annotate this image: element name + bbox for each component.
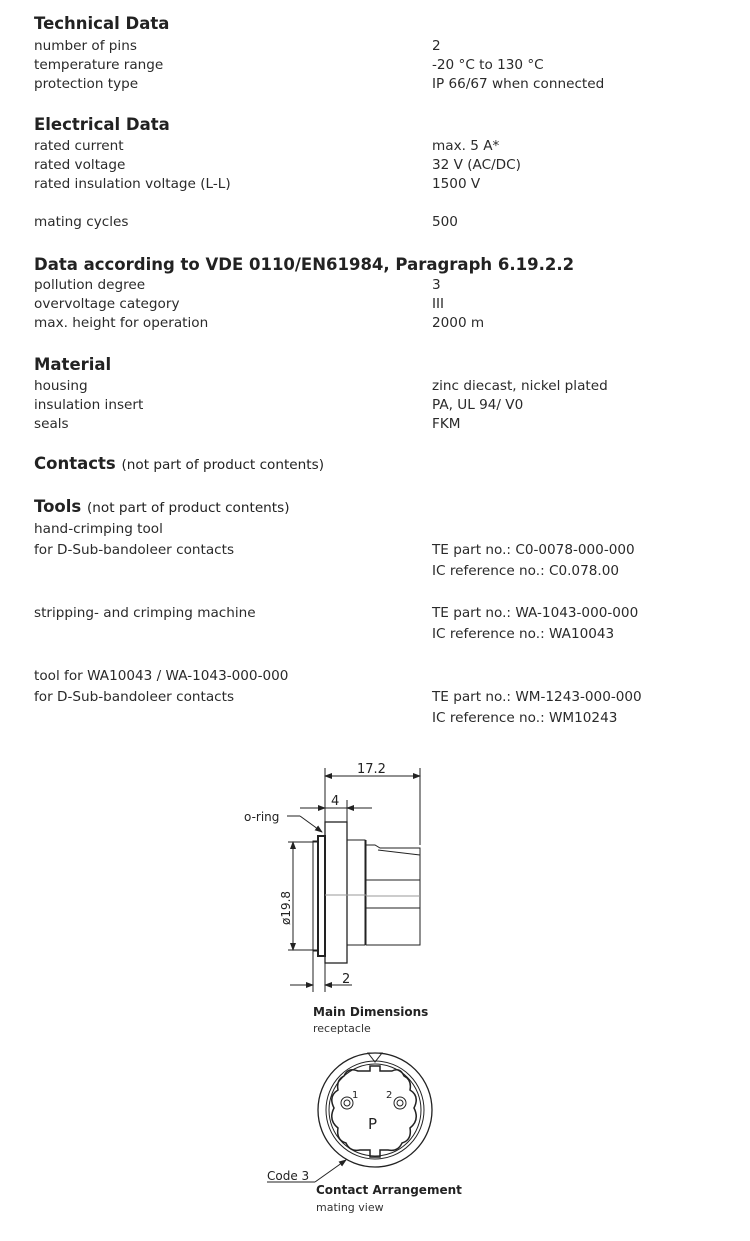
contacts-note: (not part of product contents) [121,457,324,473]
spec-label: mating cycles [34,214,129,230]
main-dimensions-subcaption: receptacle [313,1022,371,1035]
tool-description: hand-crimping tool [34,521,163,537]
technical-data-heading: Technical Data [34,14,170,33]
spec-value: -20 °C to 130 °C [432,57,544,73]
tool-ic-reference: IC reference no.: C0.078.00 [432,563,619,579]
spec-value: FKM [432,416,461,432]
code-label: Code 3 [267,1169,310,1183]
spec-value: max. 5 A* [432,138,500,154]
electrical-data-heading: Electrical Data [34,115,170,134]
spec-label: temperature range [34,57,164,73]
spec-value: III [432,296,445,312]
spec-label: seals [34,416,69,432]
tool-description: tool for WA10043 / WA-1043-000-000 [34,668,289,684]
spec-label: rated current [34,138,124,154]
tool-te-part: TE part no.: WM-1243-000-000 [432,689,642,705]
contact-arrangement-subcaption: mating view [316,1201,384,1214]
length-dimension: 17.2 [357,762,386,777]
spec-label: number of pins [34,38,137,54]
diameter-dimension: ø19.8 [279,890,293,925]
spec-label: max. height for operation [34,315,209,331]
pin-1-label: 1 [352,1090,359,1101]
flange-dimension: 4 [331,794,340,809]
tool-ic-reference: IC reference no.: WM10243 [432,710,618,726]
pin-2-label: 2 [386,1090,393,1101]
tool-description: for D-Sub-bandoleer contacts [34,542,235,558]
spec-value: 2000 m [432,315,485,331]
spec-value: zinc diecast, nickel plated [432,378,608,394]
offset-dimension: 2 [342,972,351,987]
spec-value: IP 66/67 when connected [432,76,605,92]
tool-te-part: TE part no.: C0-0078-000-000 [432,542,635,558]
spec-label: rated insulation voltage (L-L) [34,176,231,192]
tools-title: Tools [34,497,82,516]
tool-te-part: TE part no.: WA-1043-000-000 [432,605,639,621]
spec-value: PA, UL 94/ V0 [432,397,524,413]
vde-data-heading: Data according to VDE 0110/EN61984, Paragraph 6.19.2.2 [34,255,575,274]
oring-label: o-ring [244,810,280,824]
spec-value: 1500 V [432,176,481,192]
spec-label: insulation insert [34,397,144,413]
material-heading: Material [34,355,112,374]
spec-value: 500 [432,214,458,230]
spec-label: pollution degree [34,277,146,293]
contacts-title: Contacts [34,454,116,473]
tools-note: (not part of product contents) [86,500,290,516]
contact-arrangement-drawing [267,1053,432,1182]
polarity-label: P [368,1115,378,1133]
spec-label: protection type [34,76,139,92]
contact-arrangement-caption: Contact Arrangement [316,1183,462,1197]
spec-value: 3 [432,277,441,293]
tool-ic-reference: IC reference no.: WA10043 [432,626,615,642]
spec-value: 32 V (AC/DC) [432,157,521,173]
main-dimensions-caption: Main Dimensions [313,1005,429,1019]
spec-label: overvoltage category [34,296,180,312]
tool-description: for D-Sub-bandoleer contacts [34,689,235,705]
spec-label: rated voltage [34,157,126,173]
tool-description: stripping- and crimping machine [34,605,256,621]
spec-value: 2 [432,38,441,54]
spec-label: housing [34,378,88,394]
